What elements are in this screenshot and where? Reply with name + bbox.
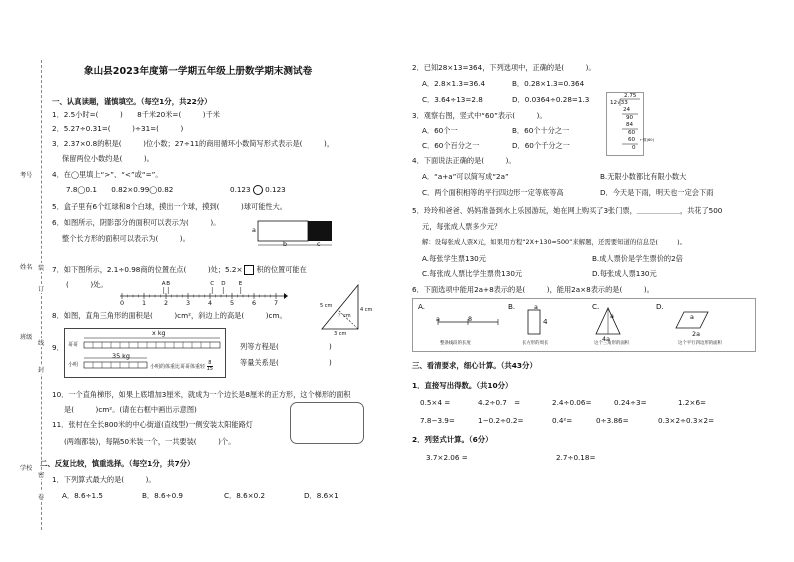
label-4cm: 4 cm [360,307,373,313]
question-1: 1．2.5小时=( ) 8千米20米=( )千米 [52,110,220,119]
r-question-3: 3．观察右图，竖式中“60”表示( )。 [412,111,547,120]
margin-label-banji: 班级 [20,334,33,341]
repeating-decimal: 0.123 [230,185,251,194]
vertical-calc-2: 2.7÷0.18= [556,453,596,462]
number-line-label: 4 [208,299,213,307]
answer-box [244,265,254,275]
vertical-calc-1: 3.7×2.06 = [426,453,468,462]
division-rules [606,92,642,154]
rectangle-figure [250,218,335,250]
r4-option-a: A．“a+a”可以简写成“2a” [422,172,509,181]
margin-char: 订 [38,286,45,293]
option-a: A．8.6÷1.5 [62,491,103,500]
question-6a: 6．如图所示，阴影部分的面积可以表示为( )。 [52,218,221,227]
question-11b: (两端都装)，每隔50米装一个，一共要装( )个。 [64,437,236,446]
r-question-5c: 解：设每张成人票X元，如果用方程“2X+130=500”来解题，还需要知道的信息是( )。 [422,238,687,246]
number-line-label: 5 [230,299,235,307]
page-title: 象山县2023年度第一学期五年级上册数学期末测试卷 [84,66,313,77]
margin-label-kaohao: 考号 [20,172,33,179]
number-line-point-label: A [161,281,166,287]
question-7a [52,265,307,275]
margin-char: 装 [38,265,45,272]
number-line-label: 6 [252,299,257,307]
number-line-label: 1 [142,299,147,307]
section-1-heading: 一、认真读题，谨慎填空。（每空1分，共22分） [52,97,212,106]
r-question-5a: 5．玲玲和爸爸、妈妈准备到水上乐园游玩，她在网上购买了3张门票，＿＿＿＿＿＿，共花了500 [412,206,723,215]
number-line-label: 3 [186,299,191,307]
subsection-1-heading: 1．直接写出得数。（共10分） [412,381,513,390]
division-step: 24 [623,107,631,113]
r-question-2: 2．已知28×13=364，下列选项中，正确的是( )。 [412,63,596,72]
r-question-5b: 元，每张成人票多少元？ [422,222,502,231]
margin-char: 封 [38,367,45,374]
question-4c [230,185,286,195]
r5-option-b: B.成人票价是学生票价的2倍 [592,254,683,263]
r4-option-c: C．两个面积相等的平行四边形一定等底等高 [422,188,564,197]
margin-char: 密 [38,472,45,479]
label-35kg: 35 kg [112,352,130,360]
calc-item: 0.5×4 = [420,398,451,407]
margin-label-xuexiao: 学校 [20,465,33,472]
r5-option-a: A.每张学生票130元 [422,254,486,263]
caption-d: 这个平行四边形的面积 [678,341,722,346]
label-5cm: 5 cm [320,303,333,309]
division-quotient: 2.75 [624,93,637,99]
number-line-label: 2 [164,299,169,307]
shape-c-4a: 4a [602,335,610,343]
question-10b: 是( )cm²。(请在右框中画出示意图) [64,405,197,414]
shape-b-a: a [534,303,538,311]
r5-option-c: C.每张成人票比学生票贵130元 [422,269,523,278]
caption-a: 整条线段的长度 [440,341,471,346]
label-b: b [283,240,288,248]
question-9-number: 9． [52,343,64,352]
shape-d-label: D. [656,302,664,311]
r3-option-c: C．60个百分之一 [422,141,480,150]
question-2: 2．5.27÷0.31=( )÷31=( ) [52,124,184,133]
question-4a: 4．在◯里填上“>”、“<”或“=”。 [52,170,163,179]
label-xkg: x kg [152,329,166,337]
option-b: B．8.6÷0.9 [142,491,184,500]
shape-c-a: a [610,312,614,320]
calc-item: 0÷3.86= [596,416,629,425]
division-step: 90 [626,115,634,121]
division-step: 84 [626,122,634,128]
question-5: 5．盒子里有6个红球和8个白球，摸出一个球，摸到( )球可能性大。 [52,202,287,211]
shape-b-label: B. [508,302,516,311]
calc-item: 0.3×2÷0.3×2= [658,416,715,425]
number-line-point-label: C [210,281,215,287]
note-text: 小明的体重比哥哥体重轻 [150,364,206,370]
division-note: ←数(60) [640,138,654,142]
option-c: C．8.6×0.2 [224,491,266,500]
question-7-text: 7．如下图所示，2.1÷0.98商的位置在点( )处；5.2× [52,265,243,274]
r4-option-b: B.无限小数都比有限小数大 [600,172,687,181]
question-3b: 保留两位小数约是( )。 [62,154,154,163]
label-a: a [252,226,256,234]
shape-d-a: a [690,313,694,321]
section-2-heading: 二、反复比较，慎重选择。（每空1分，共7分） [40,459,195,468]
question-12: 1．下列算式最大的是( )。 [52,475,156,484]
bar-note [150,361,213,372]
r5-option-d: D.每张成人票130元 [592,269,657,278]
label-gege: 哥哥 [68,342,79,348]
calc-item: 1−0.2÷0.2= [478,416,524,425]
fraction-numerator: 8 [208,360,212,366]
question-10a: 10．一个直角梯形，如果上底增加3厘米，就成为一个边长是8厘米的正方形，这个梯形的面积 [52,390,351,399]
question-11a: 11．张村在全长800米的中心街道(直线型)一侧安装太阳能路灯 [52,420,253,429]
caption-c: 这个三角形的面积 [594,341,630,346]
r4-option-d: D．今天是下雨，明天也一定会下雨 [600,188,714,197]
repeating-decimal: 0.123 [265,185,286,194]
r3-option-d: D．60个千分之一 [512,141,570,150]
division-dividend: 12√33 [610,100,628,106]
number-line-point-label: B [166,281,171,287]
caption-b: 长方形的周长 [522,341,549,346]
division-step: 60 [628,130,636,136]
calc-item: 1.2×6= [678,398,707,407]
question-7-text2: 积的位置可能在 [256,265,307,274]
question-7c: ( )处。 [66,280,108,289]
r-option-a: A．2.8×1.3=36.4 [422,79,486,88]
question-3a: 3．2.37×0.8的积是( )位小数；27÷11的商用循环小数简写形式表示是( )， [52,139,335,148]
r3-option-a: A．60个一 [422,126,458,135]
question-6b: 整个长方形的面积可以表示为( )。 [62,234,190,243]
r-option-d: D．0.0364÷0.28=1.3 [512,95,590,104]
shape-a-8: 8 [468,315,473,323]
r-option-c: C．3.64÷13=2.8 [422,95,483,104]
option-d: D．8.6×1 [304,491,339,500]
question-8: 8．如图，直角三角形的面积是( )cm²，斜边上的高是( )cm。 [52,311,287,320]
calc-item: 0.24÷3= [614,398,647,407]
r3-option-b: B．60个十分之一 [512,126,570,135]
calc-item: 7.8−3.9= [420,416,455,425]
compare-circle [253,185,263,195]
number-line-label: 7 [274,299,279,307]
shape-a-label: A. [418,302,426,311]
subsection-2-heading: 2．列竖式计算。（6分） [412,435,493,444]
shape-c-label: C. [592,302,600,311]
r-option-b: B．0.28×1.3=0.364 [512,79,585,88]
fraction [207,361,213,372]
drawing-box[interactable] [290,402,364,444]
calc-item: 4.2÷0.7 = [478,398,521,407]
shape-b-4: 4 [543,317,548,326]
question-9-relation: 等量关系是( ) [240,358,332,367]
margin-char: 卷 [38,494,45,501]
calc-item: 0.4²= [552,416,573,425]
question-9-equation: 列等方程是( ) [240,342,332,351]
section-3-heading: 三、看清要求，细心计算。（共43分） [412,361,537,370]
margin-char: 线 [38,340,45,347]
calc-item: 2.4÷0.06= [552,398,592,407]
number-line-point-label: D [221,281,226,287]
division-step: 60 [628,137,636,143]
label-height: ？cm [338,313,351,319]
label-xiaoming: 小明 [68,362,79,368]
margin-label-xingming: 姓名 [20,264,33,271]
number-line-label: 0 [120,299,125,307]
label-c: c [317,240,321,248]
r-question-4: 4．下面说法正确的是( )。 [412,156,516,165]
question-4b: 7.8◯0.1 0.82×0.99◯0.82 [66,185,174,194]
fraction-denominator: 15 [206,366,213,372]
shape-a-a: a [436,315,440,323]
division-step: 0 [632,145,636,151]
r-question-6: 6．下面选项中能用2a+8表示的是( )，能用2a×8表示的是( )。 [412,285,654,294]
number-line-point-label: E [238,281,243,287]
label-3cm: 3 cm [334,331,347,337]
shape-d-2a: 2a [692,330,700,338]
